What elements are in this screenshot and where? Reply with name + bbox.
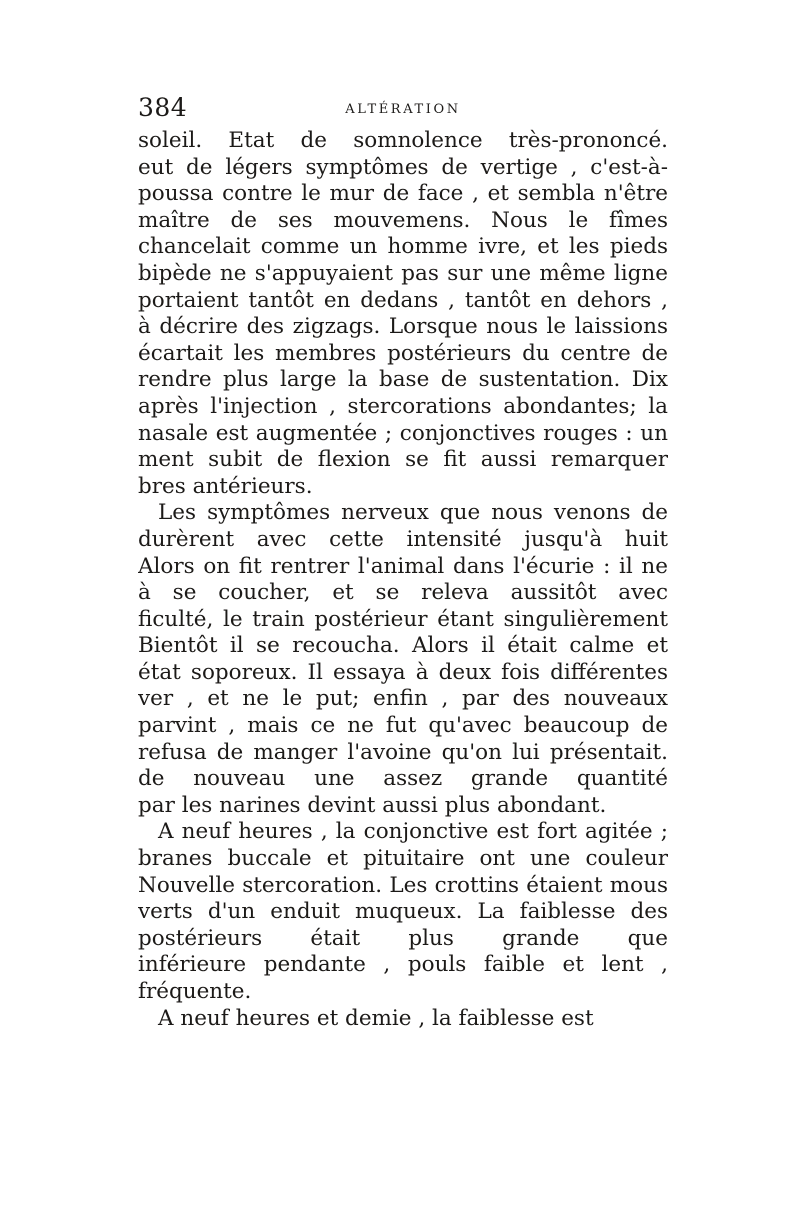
text-line: à décrire des zigzags. Lorsque nous le laissions <box>138 314 668 340</box>
page-number: 384 <box>138 93 188 122</box>
running-head: ALTÉRATION <box>345 102 461 117</box>
text-line: chancelait comme un homme ivre, et les pieds <box>138 234 668 260</box>
text-line: inférieure pendante , pouls faible et lent , <box>138 952 668 978</box>
text-line: refusa de manger l'avoine qu'on lui présentait. <box>138 739 668 765</box>
text-line: bipède ne s'appuyaient pas sur une même ligne <box>138 260 668 286</box>
text-line: poussa contre le mur de face , et sembla n'être <box>138 181 668 207</box>
text-line: branes buccale et pituitaire ont une couleur <box>138 846 668 872</box>
text-line: état soporeux. Il essaya à deux fois différentes <box>138 659 668 685</box>
paragraph <box>138 128 668 500</box>
text-line: A neuf heures , la conjonctive est fort agitée ; <box>158 819 668 845</box>
text-line: nasale est augmentée ; conjonctives rouges : un <box>138 420 668 446</box>
text-line: soleil. Etat de somnolence très-prononcé. <box>138 128 668 153</box>
text-line: Alors on fit rentrer l'animal dans l'écurie : il ne <box>138 553 668 579</box>
paragraph <box>138 819 668 1005</box>
text-line: de nouveau une assez grande quantité <box>138 766 668 792</box>
text-line: bres antérieurs. <box>138 473 313 499</box>
text-line: après l'injection , stercorations abondantes; la <box>138 393 668 419</box>
text-line: Bientôt il se recoucha. Alors il était calme et <box>138 633 668 659</box>
text-line: Nouvelle stercoration. Les crottins étaient mous <box>138 872 668 898</box>
text-line: ver , et ne le put; enfin , par des nouveaux <box>138 686 668 712</box>
text-line: A neuf heures et demie , la faiblesse est <box>158 1005 594 1031</box>
text-line: portaient tantôt en dedans , tantôt en dehors , <box>138 287 668 313</box>
text-line: verts d'un enduit muqueux. La faiblesse des <box>138 899 668 925</box>
page-header <box>138 93 668 127</box>
text-line: durèrent avec cette intensité jusqu'à huit <box>138 526 668 552</box>
paragraph <box>138 1006 668 1033</box>
text-line: parvint , mais ce ne fut qu'avec beaucoup de <box>138 713 668 739</box>
paragraph <box>138 500 668 819</box>
text-line: fréquente. <box>138 979 252 1004</box>
text-line: ficulté, le train postérieur étant singulièrement <box>138 606 668 632</box>
text-line: Les symptômes nerveux que nous venons de <box>158 500 668 526</box>
text-line: à se coucher, et se releva aussitôt avec <box>138 580 668 606</box>
text-line: écartait les membres postérieurs du centre de <box>138 340 668 366</box>
text-line: ment subit de flexion se fit aussi remarquer <box>138 447 668 473</box>
body-text <box>138 128 668 1032</box>
text-line: postérieurs était plus grande que <box>138 925 668 951</box>
text-line: rendre plus large la base de sustentation. Dix <box>138 367 668 393</box>
text-line: par les narines devint aussi plus abondant. <box>138 792 607 818</box>
text-line: eut de légers symptômes de vertige , c'est-à- <box>138 154 668 180</box>
text-line: maître de ses mouvemens. Nous le fîmes <box>138 207 668 233</box>
